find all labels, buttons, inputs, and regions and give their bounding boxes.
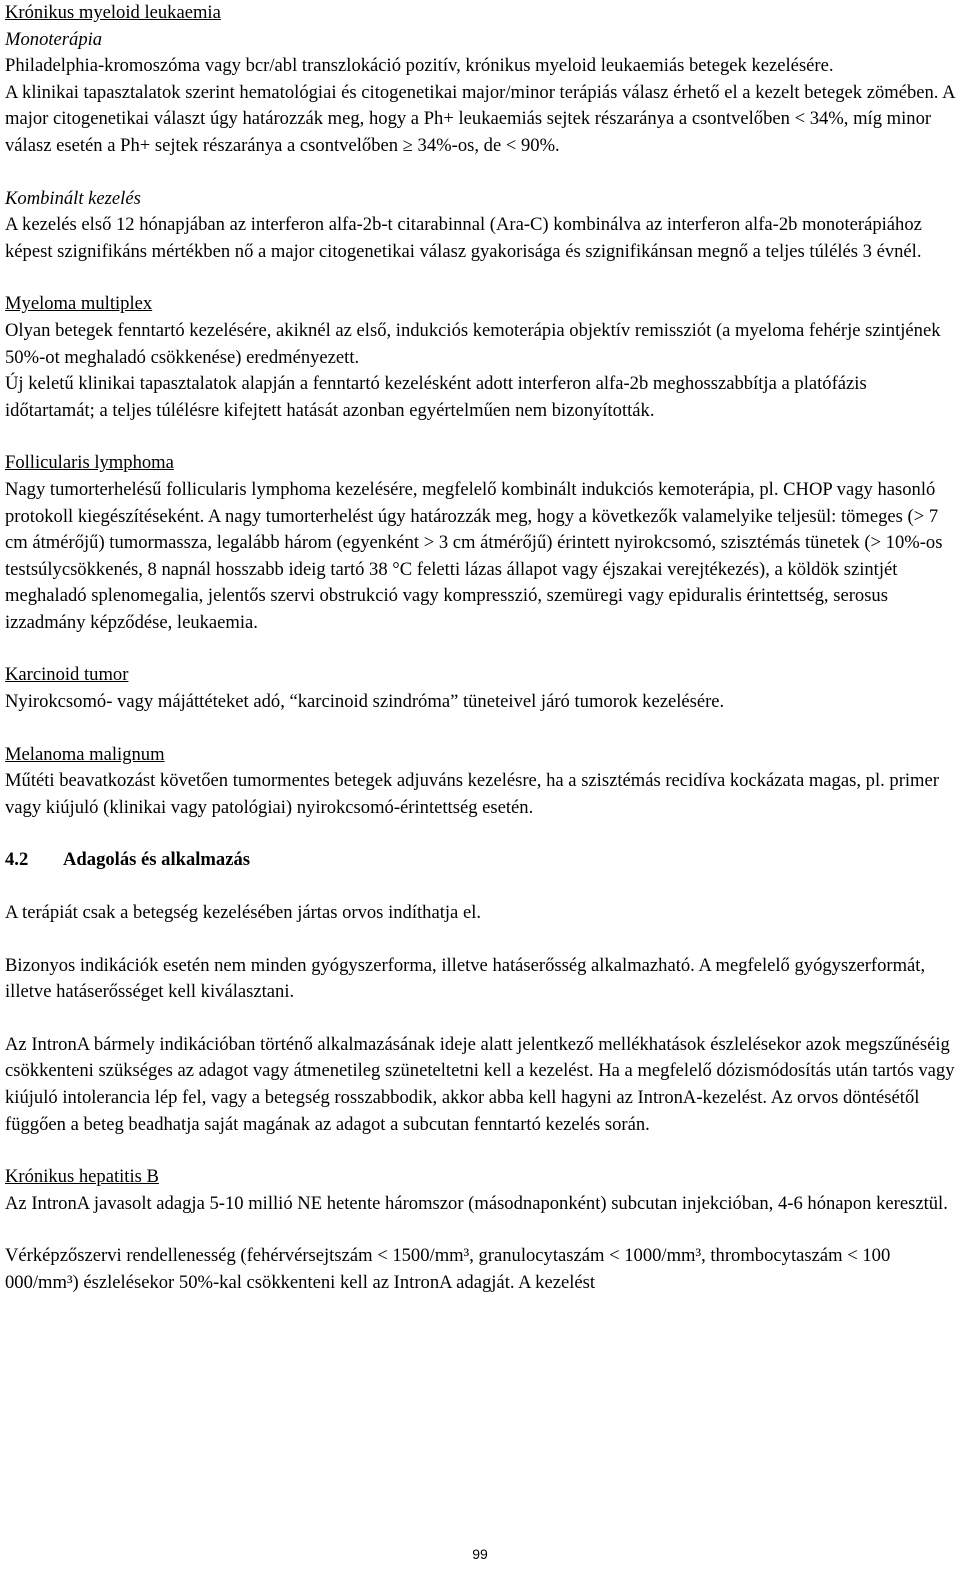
- carcinoid-text: Nyirokcsomó- vagy májáttéteket adó, “karcinoid szindróma” tüneteivel járó tumorok kezelésére.: [5, 691, 725, 713]
- cml-combination-text: A kezelés első 12 hónapjában az interferon alfa-2b-t citarabinnal (Ara-C) kombinálva az interferon alfa-2b monoterápiához képest szignifikáns mértékben nő a major citogenetikai válasz gyakorisága és szignifikánsan megnő a teljes túlélés 3 évnél.: [5, 214, 922, 262]
- myeloma-text-2: Új keletű klinikai tapasztalatok alapján a fenntartó kezelésként adott interferon alfa-2b meghosszabbítja a platófázis időtartamát; a teljes túlélésre kifejtett hatását azonban egyértelműen nem bizonyították.: [5, 373, 867, 421]
- section-number: 4.2: [5, 849, 29, 871]
- follicular-text: Nagy tumorterhelésű follicularis lymphoma kezelésére, megfelelő kombinált indukciós kemoterápia, pl. CHOP vagy hasonló protokoll kiegészítéseként. A nagy tumorterhelést úgy határozzák meg, hogy a következők valamelyike teljesül: tömeges (> 7 cm átmérőjű) tumormassza, legalább három (egyenként > 3 cm átmérőjű) érintett nyirokcsomó, szisztémás tünetek (> 10%-os testsúlycsökkenés, 8 napnál hosszabb ideig tartó 38 °C feletti lázas állapot vagy éjszakai verejtékezés), a köldök szintjét meghaladó splenomegalia, jelentős szervi obstrukció vagy kompresszió, szemüregi vagy epiduralis érintettség, serosus izzadmány képződése, leukaemia.: [5, 478, 943, 633]
- myeloma-text: Olyan betegek fenntartó kezelésére, akiknél az első, indukciós kemoterápia objektív remissziót (a myeloma fehérje szintjének 50%-ot meghaladó csökkenése) eredményezett.: [5, 319, 941, 368]
- myeloma-title: Myeloma multiplex: [5, 293, 153, 315]
- hepatitis-b-text: Az IntronA javasolt adagja 5-10 millió NE hetente háromszor (másodnaponként) subcutan injekcióban, 4-6 hónapon keresztül.: [5, 1192, 948, 1214]
- cml-monotherapy-text: Philadelphia-kromoszóma vagy bcr/abl transzlokáció pozitív, krónikus myeloid leukaemiás betegek kezelésére.: [5, 55, 834, 77]
- page-number: 99: [472, 1546, 488, 1562]
- cml-monotherapy-subtitle: Monoterápia: [5, 28, 103, 50]
- paragraph-dose-adjustment: Az IntronA bármely indikációban történő alkalmazásának ideje alatt jelentkező mellékhatások észlelésekor azok megszűnéséig csökkenteni szükséges az adagot vagy átmenetileg szüneteltetni kell a kezelést. Ha a megfelelő dózismódosítás után tartós vagy kiújuló intolerancia lép fel, vagy a betegség rosszabbodik, akkor abba kell hagyni az IntronA-kezelést. Az orvos döntésétől függően a beteg beadhatja saját magának az adagot a subcutan fenntartó kezelés során.: [5, 1033, 955, 1135]
- paragraph-prescriber: A terápiát csak a betegség kezelésében jártas orvos indíthatja el.: [5, 902, 482, 924]
- carcinoid-title: Karcinoid tumor: [5, 664, 129, 686]
- cml-monotherapy-response-text: A klinikai tapasztalatok szerint hematológiai és citogenetikai major/minor terápiás válasz érhető el a kezelt betegek zömében. A major citogenetikai választ úgy határozzák meg, hogy a Ph+ leukaemiás sejtek részaránya a csontvelőben < 34%, míg minor válasz esetén a Ph+ sejtek részaránya a csontvelőben ≥ 34%-os, de < 90%.: [5, 81, 955, 156]
- paragraph-formulation: Bizonyos indikációk esetén nem minden gyógyszerforma, illetve hatáserősség alkalmazható. A megfelelő gyógyszerformát, illetve hatáserősséget kell kiválasztani.: [5, 954, 926, 1003]
- melanoma-text: Műtéti beavatkozást követően tumormentes betegek adjuváns kezelésre, ha a szisztémás recidíva kockázata magas, pl. primer vagy kiújuló (klinikai vagy patológiai) nyirokcsomó-érintettség esetén.: [5, 770, 939, 818]
- section-title: Adagolás és alkalmazás: [63, 849, 250, 871]
- cml-title: Krónikus myeloid leukaemia: [5, 2, 221, 23]
- hepatitis-b-hematology-text: Vérképzőszervi rendellenesség (fehérvérsejtszám < 1500/mm³, granulocytaszám < 1000/mm³, thrombocytaszám < 100 000/mm³) észlelésekor 50%-kal csökkenteni kell az IntronA adagját. A kezelést: [5, 1245, 891, 1293]
- melanoma-title: Melanoma malignum: [5, 743, 165, 765]
- hepatitis-b-title: Krónikus hepatitis B: [5, 1166, 159, 1188]
- cml-combination-subtitle: Kombinált kezelés: [5, 187, 141, 209]
- document-page: [5, 0, 955, 1297]
- follicular-title: Follicularis lymphoma: [5, 452, 174, 474]
- section-heading: [5, 847, 955, 874]
